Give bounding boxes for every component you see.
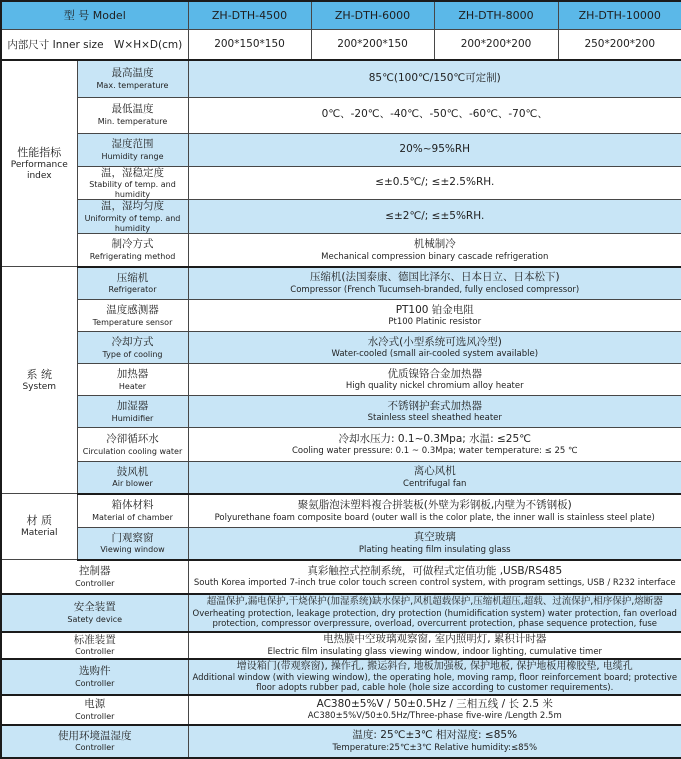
spec-row xyxy=(1,97,681,133)
row-value-cn: 0℃、-20℃、-40℃、-50℃、-60℃、-70℃、 xyxy=(321,108,548,121)
spec-row xyxy=(1,725,681,758)
row-value xyxy=(188,396,681,428)
row-value-cn: ≤±2℃/; ≤±5%RH. xyxy=(385,209,485,222)
row-value xyxy=(188,166,681,200)
spec-row xyxy=(1,428,681,462)
inner-size-value-3: 200*200*200 xyxy=(434,29,558,60)
row-value xyxy=(188,364,681,396)
row-value-en: Cooling water pressure: 0.1 ~ 0.3Mpa; water temperature: ≤ 25 ℃ xyxy=(291,446,578,457)
row-label xyxy=(1,594,188,632)
row-label-cn: 加湿器 xyxy=(116,400,149,413)
row-label-cn: 使用环境温湿度 xyxy=(58,729,132,742)
section-category-material xyxy=(1,494,77,560)
row-value xyxy=(188,97,681,133)
row-value xyxy=(188,695,681,725)
row-label xyxy=(1,560,188,594)
row-label-en: Humidity range xyxy=(101,151,164,161)
row-value-cn: 聚氨脂泡沫塑料複合拼装板(外壁为彩钢板,内壁为不锈钢板) xyxy=(297,498,572,511)
row-label-cn: 最低温度 xyxy=(111,103,154,116)
model-name-1: ZH-DTH-4500 xyxy=(188,1,311,29)
section-category-performance xyxy=(1,60,77,267)
row-value-en: AC380±5%V/50±0.5Hz/Three-phase five-wire /Length 2.5m xyxy=(307,711,562,722)
row-value xyxy=(188,200,681,234)
row-label-en: Controller xyxy=(75,578,115,588)
row-value-cn: 水冷式(小型系统可选风冷型) xyxy=(367,335,502,348)
row-label xyxy=(77,166,188,200)
model-name-3: ZH-DTH-8000 xyxy=(434,1,558,29)
row-value xyxy=(188,462,681,494)
row-label xyxy=(77,234,188,267)
row-label-en: Circulation cooling water xyxy=(82,446,183,456)
row-value-en: Polyurethane foam composite board (outer wall is the color plate, the inner wall is stainless steel plate) xyxy=(214,512,655,523)
row-value xyxy=(188,594,681,632)
row-label xyxy=(1,695,188,725)
model-header-row xyxy=(1,1,681,29)
row-value-cn: 电热膜中空玻璃观察窗, 室内照明灯, 累积计时器 xyxy=(323,633,547,646)
row-value-en: Electric film insulating glass viewing window, indoor lighting, cumulative timer xyxy=(267,646,603,657)
row-value-cn: 不锈钢护套式加热器 xyxy=(387,399,482,412)
spec-row xyxy=(1,632,681,659)
category-label-cn: 性能指标 xyxy=(17,145,62,159)
row-value-en: Stainless steel sheathed heater xyxy=(367,413,502,424)
spec-row xyxy=(1,659,681,695)
row-label xyxy=(77,364,188,396)
row-label-cn: 最高温度 xyxy=(111,67,154,80)
spec-row xyxy=(1,462,681,494)
row-label xyxy=(77,462,188,494)
category-label-cn: 材 质 xyxy=(26,514,52,528)
row-label-en: Heater xyxy=(118,381,147,391)
row-value-cn: 压缩机(法国泰康、德国比泽尔、日本日立、日本松下) xyxy=(309,271,560,284)
category-label-en: Performance index xyxy=(10,159,68,181)
spec-row xyxy=(1,494,681,528)
row-label-cn: 冷卻循环水 xyxy=(106,433,159,446)
row-label-en: Min. temperature xyxy=(97,117,168,127)
model-header-label: 型 号 Model xyxy=(1,1,188,29)
row-label-cn: 加热器 xyxy=(116,368,149,381)
row-label-en: Humidifier xyxy=(111,413,154,423)
row-label-cn: 温度感测器 xyxy=(106,304,159,317)
row-label-en: Temperature sensor xyxy=(92,317,173,327)
row-label xyxy=(77,332,188,364)
inner-size-value-2: 200*200*150 xyxy=(311,29,434,60)
spec-row xyxy=(1,396,681,428)
row-label-cn: 压缩机 xyxy=(116,271,149,284)
row-value xyxy=(188,632,681,659)
row-label xyxy=(77,97,188,133)
row-label-cn: 安全装置 xyxy=(73,601,116,614)
row-label xyxy=(1,725,188,758)
row-label xyxy=(77,494,188,528)
row-value-cn: 冷却水压力: 0.1~0.3Mpa; 水温: ≤25℃ xyxy=(338,432,531,445)
spec-row xyxy=(1,594,681,632)
row-label xyxy=(77,133,188,166)
row-label xyxy=(77,60,188,97)
row-value-en: Additional window (with viewing window), the operating hole, moving ramp, floor reinforcement board; protective floor adopts rubber pad, cable hole (hole size according to customer requirements). xyxy=(192,672,678,694)
spec-row xyxy=(1,560,681,594)
row-value-cn: 超温保护,漏电保护,干烧保护(加湿系统)缺水保护,风机超载保护,压缩机超压,超载、过流保护,相序保护,熔断器 xyxy=(206,596,663,608)
row-value xyxy=(188,234,681,267)
row-label xyxy=(77,267,188,300)
row-value xyxy=(188,300,681,332)
spec-row xyxy=(1,332,681,364)
row-value-cn: AC380±5%V / 50±0.5Hz / 三相五线 / 长 2.5 米 xyxy=(316,697,553,710)
row-value xyxy=(188,133,681,166)
row-label-en: Controller xyxy=(75,743,115,753)
row-value-en: Pt100 Platinic resistor xyxy=(388,317,482,328)
row-value-cn: 85℃(100℃/150℃可定制) xyxy=(368,71,501,84)
model-name-4: ZH-DTH-10000 xyxy=(558,1,681,29)
spec-row xyxy=(1,364,681,396)
row-value xyxy=(188,560,681,594)
row-label-cn: 电源 xyxy=(84,698,106,711)
row-label xyxy=(77,200,188,234)
row-label-cn: 温，湿均匀度 xyxy=(101,200,164,213)
row-value xyxy=(188,494,681,528)
row-label-en: Satety device xyxy=(67,614,123,624)
category-label-en: Material xyxy=(20,528,58,539)
row-label xyxy=(77,528,188,560)
section-category-system xyxy=(1,267,77,494)
row-label-cn: 制冷方式 xyxy=(111,238,154,251)
row-label-en: Stability of temp. and humidity xyxy=(89,180,176,199)
row-value xyxy=(188,60,681,97)
row-value-en: South Korea imported 7-inch true color touch screen control system, with program settings, USB / R232 interface xyxy=(193,578,676,589)
row-label-cn: 鼓风机 xyxy=(116,465,149,478)
row-label-cn: 门观察窗 xyxy=(111,531,154,544)
row-label-cn: 选购件 xyxy=(79,665,111,678)
category-label-cn: 系 统 xyxy=(26,367,52,381)
row-value-en: Plating heating film insulating glass xyxy=(358,545,511,556)
spec-row xyxy=(1,133,681,166)
row-label-en: Air blower xyxy=(112,479,153,489)
row-value-cn: 机械制冷 xyxy=(413,237,456,250)
row-label xyxy=(1,659,188,695)
model-name-2: ZH-DTH-6000 xyxy=(311,1,434,29)
row-label-cn: 控制器 xyxy=(79,565,111,578)
row-label-en: Controller xyxy=(75,678,115,688)
row-value xyxy=(188,267,681,300)
inner-size-value-4: 250*200*200 xyxy=(558,29,681,60)
row-value-en: Overheating protection, leakage protection, dry protection (humidification system) water protection, fan overload protection, compressor overpressure, overload, overcurrent protection, phase sequence protection, fuse xyxy=(192,608,677,629)
row-label xyxy=(77,396,188,428)
spec-row xyxy=(1,200,681,234)
row-value-en: Mechanical compression binary cascade refrigeration xyxy=(321,251,549,262)
row-label-en: Type of cooling xyxy=(102,349,163,359)
row-value-cn: ≤±0.5℃/; ≤±2.5%RH. xyxy=(375,176,495,189)
row-label-cn: 冷却方式 xyxy=(111,336,154,349)
row-label-en: Uniformity of temp. and humidity xyxy=(84,213,181,233)
row-value xyxy=(188,428,681,462)
row-value-cn: 温度: 25℃±3℃ 相对湿度: ≤85% xyxy=(352,729,518,742)
row-value-en: Centrifugal fan xyxy=(403,479,467,490)
row-label-en: Controller xyxy=(75,647,115,657)
row-label-cn: 温，湿稳定度 xyxy=(101,166,164,179)
spec-row xyxy=(1,234,681,267)
row-label-en: Viewing window xyxy=(100,545,165,555)
row-label-en: Refrigerator xyxy=(108,285,157,295)
category-label-en: System xyxy=(22,381,57,392)
row-label-en: Refrigerating method xyxy=(89,251,176,261)
inner-size-row xyxy=(1,29,681,60)
row-label xyxy=(77,428,188,462)
row-value-cn: 20%~95%RH xyxy=(399,142,471,155)
row-value-en: Water-cooled (small air-cooled system available) xyxy=(331,349,539,360)
spec-row xyxy=(1,166,681,200)
row-label-en: Max. temperature xyxy=(96,80,169,90)
spec-row xyxy=(1,267,681,300)
spec-row xyxy=(1,60,681,97)
row-value-cn: 真空玻璃 xyxy=(413,531,456,544)
row-value-cn: PT100 铂金电阻 xyxy=(395,303,474,316)
spec-row xyxy=(1,300,681,332)
row-label-en: Material of chamber xyxy=(92,512,173,522)
row-label-cn: 箱体材料 xyxy=(111,499,154,512)
row-value-cn: 增设箱门(带观察窗), 操作孔, 搬运斜台, 地板加强板, 保护地板, 保护地板用橡胶垫, 电缆孔 xyxy=(236,660,633,672)
row-label xyxy=(77,300,188,332)
row-label-cn: 湿度范围 xyxy=(111,137,154,150)
row-value-cn: 优质镍铬合金加热器 xyxy=(387,367,482,380)
row-label xyxy=(1,632,188,659)
row-value-en: Temperature:25℃±3℃ Relative humidity:≤85% xyxy=(332,742,538,753)
inner-size-label: 内部尺寸 Inner size W×H×D(cm) xyxy=(1,29,188,60)
row-value xyxy=(188,528,681,560)
row-value-cn: 离心风机 xyxy=(413,465,456,478)
spec-row xyxy=(1,528,681,560)
row-value-en: High quality nickel chromium alloy heater xyxy=(345,381,524,392)
row-value-en: Compressor (French Tucumseh-branded, fully enclosed compressor) xyxy=(290,285,580,296)
row-label-cn: 标准装置 xyxy=(73,633,116,646)
row-label-en: Controller xyxy=(75,711,115,721)
row-value xyxy=(188,725,681,758)
inner-size-value-1: 200*150*150 xyxy=(188,29,311,60)
row-value xyxy=(188,332,681,364)
row-value-cn: 真彩触控式控制系统，可做程式定值功能 ,USB/RS485 xyxy=(307,564,563,577)
row-value xyxy=(188,659,681,695)
spec-row xyxy=(1,695,681,725)
